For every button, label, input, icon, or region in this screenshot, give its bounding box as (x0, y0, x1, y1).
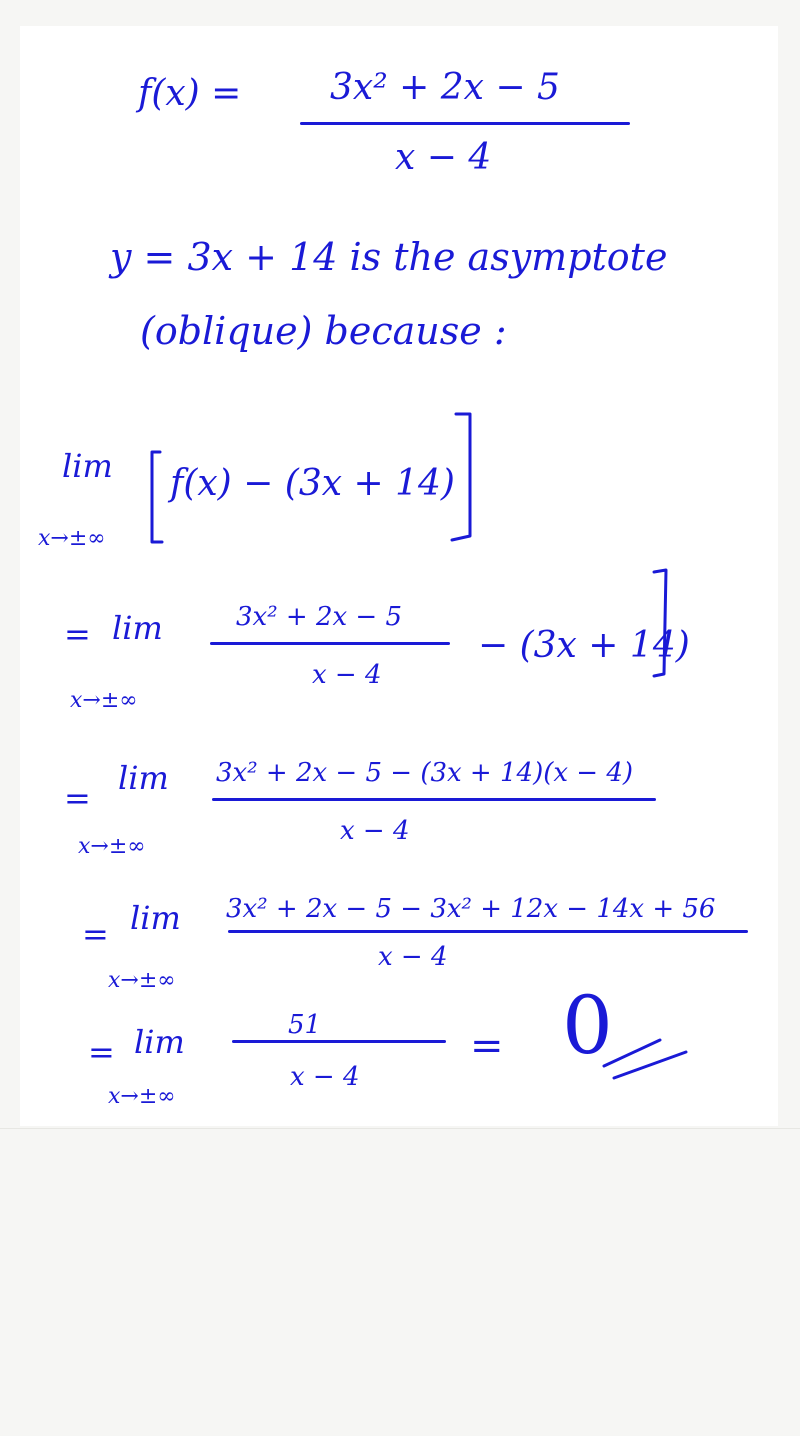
step3-equals: = (64, 779, 91, 817)
step3-subscript: x→±∞ (78, 834, 146, 859)
step5-lim: lim (134, 1023, 185, 1061)
step4-equals: = (82, 915, 109, 953)
result-value: 0 (562, 979, 613, 1072)
step3-fraction-bar (212, 798, 656, 801)
definition-denominator: x − 4 (395, 137, 492, 178)
step1-lim: lim (62, 447, 113, 485)
step5-equals: = (88, 1033, 115, 1071)
page-edge (0, 1128, 800, 1129)
step4-numerator: 3x² + 2x − 5 − 3x² + 12x − 14x + 56 (226, 894, 716, 924)
function-lhs: f(x) = (138, 73, 242, 114)
step4-denominator: x − 4 (378, 942, 448, 972)
definition-numerator: 3x² + 2x − 5 (330, 67, 560, 108)
step2-subscript: x→±∞ (70, 688, 138, 713)
step3-denominator: x − 4 (340, 816, 410, 846)
step5-denominator: x − 4 (290, 1062, 360, 1092)
step4-lim: lim (130, 899, 181, 937)
step1-subscript: x→±∞ (38, 526, 106, 551)
step2-numerator: 3x² + 2x − 5 (236, 602, 403, 632)
step2-fraction-bar (210, 642, 450, 645)
step2-lim: lim (112, 609, 163, 647)
step4-subscript: x→±∞ (108, 968, 176, 993)
result-equals: = (470, 1023, 504, 1069)
step2-denominator: x − 4 (312, 660, 382, 690)
step2-tail: − (3x + 14) (478, 625, 690, 666)
reason-statement: (oblique) because : (140, 309, 507, 353)
step5-numerator: 51 (288, 1010, 322, 1040)
step5-subscript: x→±∞ (108, 1084, 176, 1109)
asymptote-statement: y = 3x + 14 is the asymptote (110, 235, 668, 279)
step3-lim: lim (118, 759, 169, 797)
step5-fraction-bar (232, 1040, 446, 1043)
step2-equals: = (64, 615, 91, 653)
step3-numerator: 3x² + 2x − 5 − (3x + 14)(x − 4) (216, 758, 634, 788)
definition-fraction-bar (300, 122, 630, 125)
step4-fraction-bar (228, 930, 748, 933)
step1-expression: f(x) − (3x + 14) (170, 463, 455, 504)
